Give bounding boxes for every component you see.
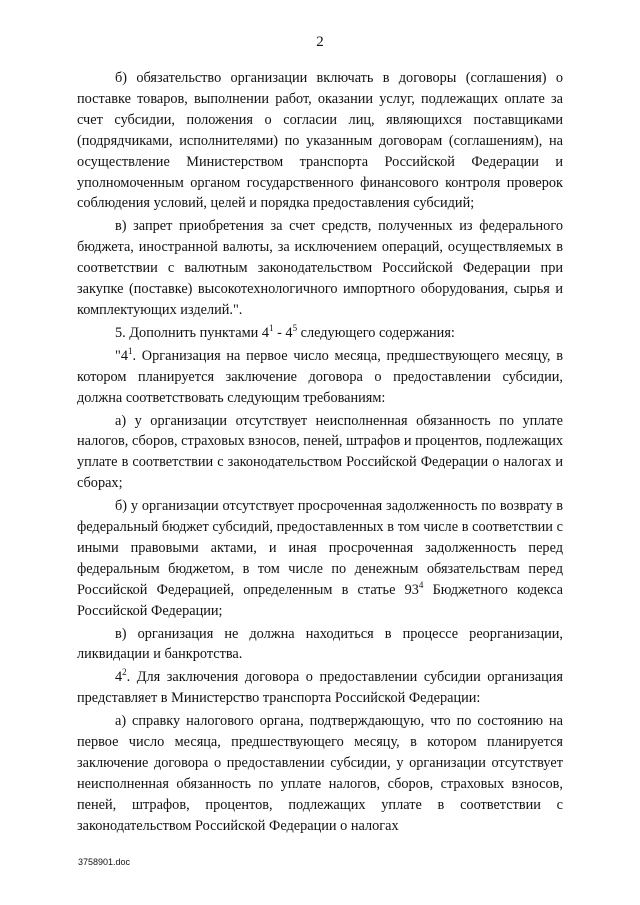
- paragraph-a-tax-certificate: а) справку налогового органа, подтверждающую, что по состоянию на первое число месяца, предшествующего месяцу, в котором планируется заключение договора о предоставлении субсидии, у организации отсутствует неисполненная обязанность по уплате налогов, сборов, страховых взносов, пеней, штрафов, процентов, подлежащих уплате в соответствии с законодательством Российской Федерации о налогах: [77, 713, 563, 834]
- superscript: 1: [128, 346, 133, 357]
- footer-doc-name: 3758901.doc: [78, 857, 131, 867]
- paragraph-a-tax-obligation: а) у организации отсутствует неисполненная обязанность по уплате налогов, сборов, страховых взносов, пеней, штрафов и процентов, подлежащих уплате в соответствии с законодательством Российской Федерации о налогах и сборах;: [77, 412, 563, 492]
- superscript: 5: [292, 323, 298, 334]
- superscript: 2: [122, 667, 127, 678]
- paragraph-4-1: "$4^1$. Организация на первое число месяца, предшествующего месяцу, в котором планируется заключение договора о предоставлении субсидии, должна соответствовать следующим требованиям:: [77, 346, 563, 406]
- paragraph-b-obligation: б) обязательство организации включать в договоры (соглашения) о поставке товаров, выполнении работ, оказании услуг, подлежащих оплате за счет субсидии, положения о согласии лиц, являющихся поставщиками (подрядчиками, исполнителями) по указанным договорам (соглашениям), на осуществление Министерством транспорта Российской Федерации и уполномоченным органом государственного финансового контроля проверок соблюдения условий, целей и порядка предоставления субсидий;: [77, 70, 563, 212]
- page-number: 2: [316, 34, 324, 50]
- document-body: [77, 68, 563, 837]
- paragraph-4-2: $4^2$. Для заключения договора о предоставлении субсидии организация представляет в Министерство транспорта Российской Федерации:: [77, 667, 563, 707]
- paragraph-v-reorganization: в) организация не должна находиться в процессе реорганизации, ликвидации и банкротства.: [77, 625, 563, 663]
- paragraph-v-prohibition: в) запрет приобретения за счет средств, полученных из федерального бюджета, иностранной валюты, за исключением операций, осуществляемых в соответствии с валютным законодательством Российской Федерации при закупке (поставке) высокотехнологичного импортного оборудования, сырья и комплектующих изделий.".: [77, 218, 563, 318]
- paragraph-b-overdue-debt: б) у организации отсутствует просроченная задолженность по возврату в федеральный бюджет субсидий, предоставленных в том числе в соответствии с иными правовыми актами, и иная просроченная задолженность перед федеральным бюджетом, в том числе по денежным обязательствам перед Российской Федерацией, определенным в статье $93^4$ Бюджетного кодекса Российской Федерации;: [77, 498, 563, 619]
- paragraph-item-5: 5. Дополнить пунктами $4^1 - 4^5$ следующего содержания:: [115, 323, 455, 341]
- superscript: 4: [418, 579, 424, 590]
- superscript: 1: [269, 323, 274, 334]
